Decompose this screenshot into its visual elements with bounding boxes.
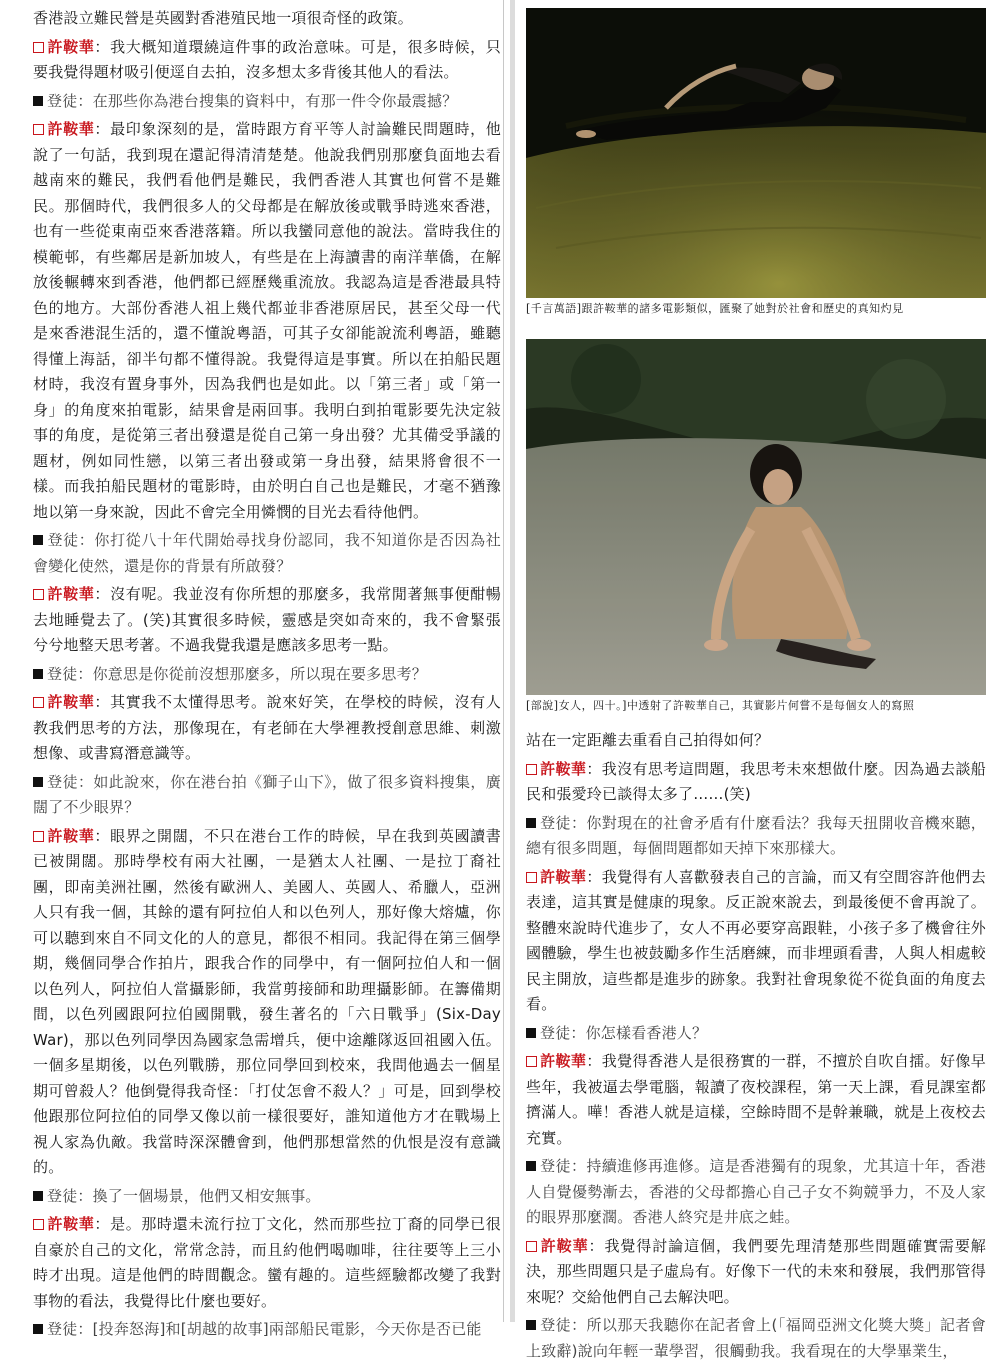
interviewee-answer [33,690,501,767]
interviewee-answer [33,117,501,525]
paragraph-text: ：你打從八十年代開始尋找身份認同，我不知道你是否因為社會變化使然，還是你的背景有所啟發？ [33,531,501,575]
black-square-marker-icon [33,1191,43,1201]
speaker-name: 登徒 [47,1320,78,1338]
speaker-name: 登徒 [47,531,79,549]
paragraph-text: ：是。那時還未流行拉丁文化，然而那些拉丁裔的同學已很自豪於自己的文化，常常念詩，而且約他們喝咖啡，往往要等上三小時才出現。這是他們的時間觀念。蠻有趣的。這些經驗都改變了我對事物的看法，我覺得比什麼也要好。 [33,1215,501,1310]
red-box-marker-icon [33,697,44,708]
interviewer-question [33,528,501,579]
black-square-marker-icon [526,1028,536,1038]
photo-caption-1: [千言萬語]跟許鞍華的諸多電影類似，匯聚了她對於社會和歷史的真知灼見 [526,302,904,315]
interviewer-question [33,770,501,821]
black-square-marker-icon [33,777,43,787]
red-box-marker-icon [33,831,44,842]
black-square-marker-icon [33,96,43,106]
interviewee-answer [526,1049,986,1151]
paragraph-text: ：眼界之開闊，不只在港台工作的時候，早在我到英國讀書已被開闊。那時學校有兩大社團，一是猶太人社團、一是拉丁裔社團，即南美洲社團，然後有歐洲人、美國人、英國人、希臘人，亞洲人只有我一個，其餘的還有阿拉伯人和以色列人，那好像大熔爐，你可以聽到來自不同文化的人的意見，都很不相同。我記得在第三個學期，幾個同學合作拍片，跟我合作的同學中，有一個阿拉伯人和一個以色列人，阿拉伯人當攝影師，我當剪接師和助理攝影師。在籌備期間，以色列國跟阿拉伯國開戰，發生著名的「六日戰爭」(Six-Day War)，那以色列同學因為國家急需增兵，便中途離隊返回祖國入伍。一個多星期後，以色列戰勝，那位同學回到校來，我問他過去一個星期可曾殺人？他倒覺得我奇怪：「打仗怎會不殺人？」可是，回到學校他跟那位阿拉伯的同學又像以前一樣很要好，誰知道他方才在戰場上視人家為仇敵。我當時深深體會到，他們那想當然的仇恨是沒有意識的。 [33,826,501,1176]
speaker-name: 登徒 [540,1316,572,1334]
black-square-marker-icon [33,669,43,679]
interviewer-question [33,1184,501,1210]
interviewee-answer [33,1212,501,1314]
paragraph-text: ：你怎樣看香港人？ [570,1023,708,1042]
speaker-name: 許鞍華 [540,1236,589,1255]
column-divider-line [503,0,504,1322]
paragraph-text: ：持續進修再進修。這是香港獨有的現象，尤其這十年，香港人自覺優勢漸去，香港的父母都擔心自己子女不夠競爭力，不及人家的眼界那麼濶。香港人終究是井底之蛙。 [526,1157,986,1226]
interviewer-question [33,89,501,115]
interviewee-answer [526,865,986,1018]
text-paragraph [33,6,501,32]
speaker-name: 許鞍華 [47,585,95,603]
paragraph-text: ：我覺得有人喜歡發表自己的言論，而又有空間容許他們去表達，這其實是健康的現象。反正說來說去，到最後便不會再說了。整體來說時代進步了，女人不再必要穿高跟鞋，小孩子多了機會往外國體驗，學生也被鼓勵多作生活磨練，而非埋頭看書，人與人相處較民主開放，這些都是進步的跡象。我對社會現象從不從負面的角度去看。 [526,867,987,1013]
red-box-marker-icon [33,42,44,53]
interviewer-question [526,1313,986,1364]
red-box-marker-icon [33,124,44,135]
red-box-marker-icon [526,872,537,883]
speaker-name: 許鞍華 [47,37,95,56]
interviewer-question [33,662,501,688]
black-square-marker-icon [33,535,43,545]
right-column-text [526,728,986,1364]
speaker-name: 許鞍華 [47,693,95,711]
paragraph-text: ：[投奔怒海]和[胡越的故事]兩部船民電影，今天你是否已能 [77,1320,482,1338]
paragraph-text: ：你意思是你從前沒想那麼多，所以現在要多思考？ [77,664,428,683]
interviewee-answer [526,1234,986,1311]
interviewer-question [33,1317,501,1343]
photo-caption-2: [部說]女人，四十。]中透射了許鞍華自己，其實影片何嘗不是每個女人的寫照 [526,699,915,712]
speaker-name: 登徒 [47,91,78,110]
speaker-name: 許鞍華 [540,867,587,886]
speaker-name: 許鞍華 [47,826,95,845]
speaker-name: 許鞍華 [540,1052,587,1070]
interviewer-question [526,1021,986,1047]
paragraph-text: ：沒有呢。我並沒有你所想的那麼多，我常閒著無事便酣暢去地睡覺去了。(笑)其實很多時候，靈感是突如奇來的，我不會緊張兮兮地整天思考著。不過我覺我還是應該多思考一點。 [33,585,501,654]
paragraph-text: ：其實我不太懂得思考。說來好笑，在學校的時候，沒有人教我們思考的方法，那像現在，有老師在大學裡教授創意思維、刺激想像、或書寫潛意識等。 [33,693,501,762]
paragraph-text: ：我沒有思考這問題，我思考未來想做什麼。因為過去談船民和張愛玲已談得太多了……(笑) [526,759,987,803]
speaker-name: 登徒 [47,772,78,791]
paragraph-text: ：我大概知道環繞這件事的政治意味。可是，很多時候，只要我覺得題材吸引便逕自去拍，沒多想太多背後其他人的看法。 [33,37,501,81]
right-column [526,6,986,1367]
paragraph-text: ：在那些你為港台搜集的資料中，有那一件令你最震撼？ [77,91,458,110]
interviewee-answer [526,757,986,808]
interviewer-question [526,811,986,862]
red-box-marker-icon [526,1056,537,1067]
red-box-marker-icon [526,1241,537,1252]
speaker-name: 許鞍華 [47,120,95,138]
black-square-marker-icon [526,818,536,828]
film-still-illustration-2 [526,339,986,695]
column-gutter [510,0,515,1322]
film-still-photo-crouching-woman [526,339,986,695]
interviewee-answer [33,824,501,1181]
red-box-marker-icon [526,764,537,775]
paragraph-text: ：換了一個場景，他們又相安無事。 [77,1186,321,1205]
speaker-name: 登徒 [47,1186,78,1205]
film-still-photo-reclining-woman [526,8,986,298]
speaker-name: 許鞍華 [47,1215,95,1233]
speaker-name: 登徒 [540,1023,571,1042]
paragraph-text: 香港設立難民營是英國對香港殖民地一項很奇怪的政策。 [33,9,414,27]
paragraph-text: ：所以那天我聽你在記者會上(「福岡亞洲文化獎大獎」記者會上致辭)說向年輕一輩學習，很觸動我。我看現在的大學畢業生， [526,1316,986,1360]
text-paragraph [526,728,986,754]
paragraph-text: 站在一定距離去重看自己拍得如何？ [526,731,770,749]
paragraph-text: ：我覺得香港人是很務實的一群，不擅於自吹自擂。好像早些年，我被逼去學電腦，報讀了夜校課程，第一天上課，看見課室都擠滿人。嘩！香港人就是這樣，空餘時間不是幹兼職，就是上夜校去充實。 [526,1052,987,1147]
red-box-marker-icon [33,589,44,600]
speaker-name: 登徒 [47,664,78,683]
paragraph-text: ：如此說來，你在港台拍《獅子山下》，做了很多資料搜集，廣闊了不少眼界？ [33,772,501,816]
black-square-marker-icon [526,1161,536,1171]
speaker-name: 許鞍華 [540,759,587,778]
left-column [33,6,501,1346]
black-square-marker-icon [33,1324,43,1334]
speaker-name: 登徒 [540,1157,571,1175]
red-box-marker-icon [33,1219,44,1230]
interviewer-question [526,1154,986,1231]
paragraph-text: ：我覺得討論這個，我們要先理清楚那些問題確實需要解決，那些問題只是子虛烏有。好像下一代的未來和發展，我們那管得來呢？交給他們自己去解決吧。 [526,1236,986,1306]
paragraph-text: ：你對現在的社會矛盾有什麼看法？我每天扭開收音機來聽，總有很多問題，每個問題都如天掉下來那樣大。 [526,813,986,857]
interviewee-answer [33,35,501,86]
interviewee-answer [33,582,501,659]
film-still-illustration-1 [526,8,986,298]
speaker-name: 登徒 [540,813,571,832]
paragraph-text: ：最印象深刻的是，當時跟方育平等人討論難民問題時，他說了一句話，我到現在還記得清清楚楚。他說我們別那麼負面地去看越南來的難民，我們看他們是難民，我們香港人其實也何嘗不是難民。那個時代，我們很多人的父母都是在解放後或戰爭時逃來香港，也有一些從東南亞來香港落籍。所以我蠻同意他的說法。當時我住的模範邨，有些鄰居是新加坡人，有些是在上海讀書的南洋華僑，在解放後輾轉來到香港，他們都已經歷幾重流放。我認為這是香港最具特色的地方。大部份香港人祖上幾代都並非香港原居民，甚至父母一代是來香港混生活的，還不懂說粵語，可其子女卻能說流利粵語，雖聽得懂上海話，卻半句都不懂得說。我覺得這是事實。所以在拍船民題材時，我沒有置身事外，因為我們也是如此。以「第三者」或「第一身」的角度來拍電影，結果會是兩回事。我明白到拍電影要先決定敍事的角度，是從第三者出發還是從自己第一身出發？尤其備受爭議的題材，例如同性戀，以第三者出發或第一身出發，結果將會很不一樣。而我拍船民題材的電影時，由於明白自己也是難民，才毫不猶豫地以第一身來說，因此不會完全用憐憫的目光去看待他們。 [33,120,501,521]
